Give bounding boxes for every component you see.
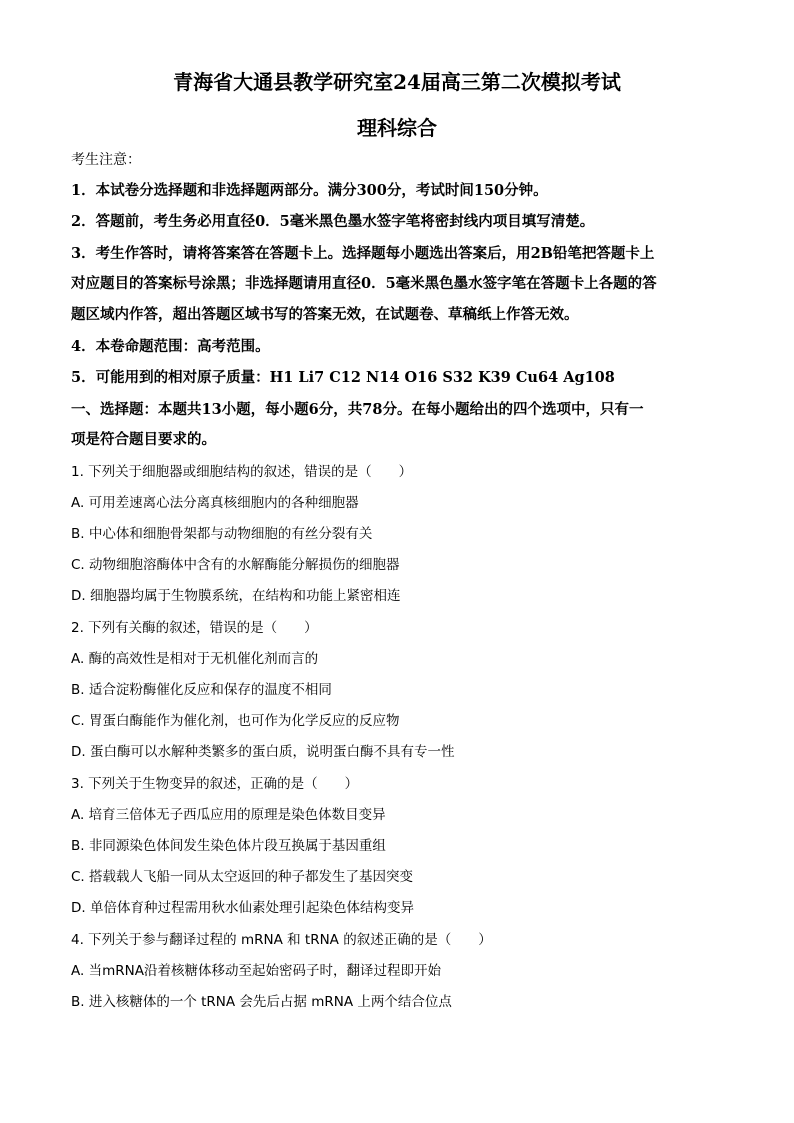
notice-item-1: 1．本试卷分选择题和非选择题两部分。满分300分，考试时间150分钟。 <box>71 182 548 199</box>
notice-item-3-line-2: 对应题目的答案标号涂黑；非选择题请用直径0．5毫米黑色墨水签字笔在答题卡上各题的答 <box>71 275 657 292</box>
notice-item-5: 5．可能用到的相对原子质量：H1 Li7 C12 N14 O16 S32 K39 Cu64 Ag108 <box>71 369 615 386</box>
exam-title: 青海省大通县教学研究室24届高三第二次模拟考试 <box>173 70 621 94</box>
question-4-option-b: B. 进入核糖体的一个 tRNA 会先后占据 mRNA 上两个结合位点 <box>71 994 452 1010</box>
question-3-option-a: A. 培育三倍体无子西瓜应用的原理是染色体数目变异 <box>71 807 386 823</box>
question-2-stem: 2. 下列有关酶的叙述，错误的是（ ） <box>71 620 318 636</box>
question-4-stem: 4. 下列关于参与翻译过程的 mRNA 和 tRNA 的叙述正确的是（ ） <box>71 932 492 948</box>
question-3-option-d: D. 单倍体育种过程需用秋水仙素处理引起染色体结构变异 <box>71 900 414 916</box>
question-3-stem: 3. 下列关于生物变异的叙述，正确的是（ ） <box>71 776 359 792</box>
question-1-option-c: C. 动物细胞溶酶体中含有的水解酶能分解损伤的细胞器 <box>71 557 400 573</box>
question-1-option-a: A. 可用差速离心法分离真核细胞内的各种细胞器 <box>71 495 359 511</box>
section-heading-line-2: 项是符合题目要求的。 <box>71 431 216 448</box>
question-1-option-d: D. 细胞器均属于生物膜系统，在结构和功能上紧密相连 <box>71 588 401 604</box>
exam-subtitle: 理科综合 <box>357 116 437 140</box>
question-2-option-a: A. 酶的高效性是相对于无机催化剂而言的 <box>71 651 319 667</box>
notice-item-2: 2．答题前，考生务必用直径0．5毫米黑色墨水签字笔将密封线内项目填写清楚。 <box>71 213 595 230</box>
notice-item-3-line-3: 题区域内作答，超出答题区域书写的答案无效，在试题卷、草稿纸上作答无效。 <box>71 306 579 323</box>
notice-item-4: 4．本卷命题范围：高考范围。 <box>71 338 270 355</box>
question-1-option-b: B. 中心体和细胞骨架都与动物细胞的有丝分裂有关 <box>71 526 373 542</box>
question-2-option-c: C. 胃蛋白酶能作为催化剂，也可作为化学反应的反应物 <box>71 713 400 729</box>
section-heading-line-1: 一、选择题：本题共13小题，每小题6分，共78分。在每小题给出的四个选项中，只有一 <box>71 401 644 418</box>
question-3-option-b: B. 非同源染色体间发生染色体片段互换属于基因重组 <box>71 838 386 854</box>
notice-heading: 考生注意： <box>71 152 141 168</box>
question-2-option-d: D. 蛋白酶可以水解种类繁多的蛋白质，说明蛋白酶不具有专一性 <box>71 744 455 760</box>
question-1-stem: 1. 下列关于细胞器或细胞结构的叙述，错误的是（ ） <box>71 464 413 480</box>
question-4-option-a: A. 当mRNA沿着核糖体移动至起始密码子时，翻译过程即开始 <box>71 963 441 979</box>
notice-item-3-line-1: 3．考生作答时，请将答案答在答题卡上。选择题每小题选出答案后，用2B铅笔把答题卡上 <box>71 245 655 262</box>
question-2-option-b: B. 适合淀粉酶催化反应和保存的温度不相同 <box>71 682 332 698</box>
question-3-option-c: C. 搭载载人飞船一同从太空返回的种子都发生了基因突变 <box>71 869 414 885</box>
